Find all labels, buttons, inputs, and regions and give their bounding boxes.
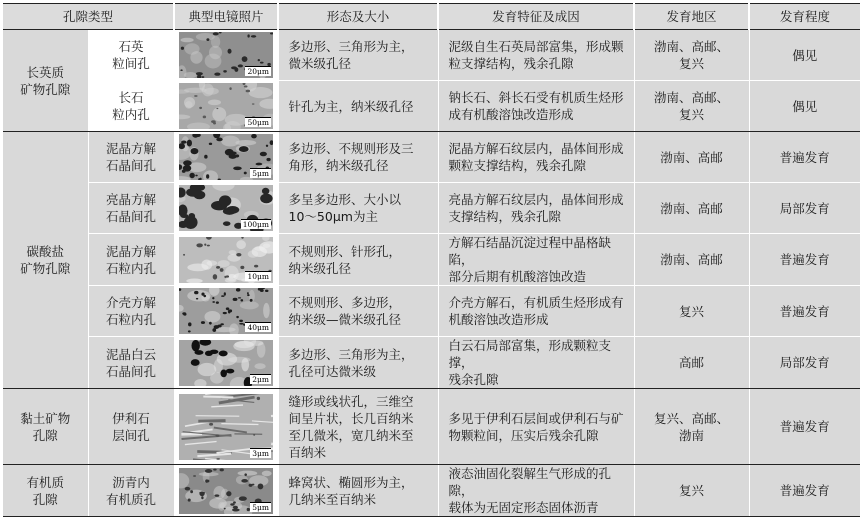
pore-subtype: 亮晶方解 石晶间孔 xyxy=(88,183,174,234)
sem-photo-cell xyxy=(174,234,278,286)
degree: 普遍发育 xyxy=(749,234,860,286)
feature-origin: 亮晶方解石纹层内，晶体间形成 支撑结构，残余孔隙 xyxy=(438,183,634,234)
table-row xyxy=(3,132,860,183)
degree: 局部发育 xyxy=(749,337,860,389)
pore-subtype: 泥晶方解 石粒内孔 xyxy=(88,234,174,286)
header-region: 发育地区 xyxy=(634,4,749,30)
table-row xyxy=(3,81,860,132)
pore-subtype: 伊利石 层间孔 xyxy=(88,389,174,465)
group-name: 有机质 孔隙 xyxy=(3,465,88,517)
degree: 普遍发育 xyxy=(749,286,860,337)
pore-subtype: 泥晶白云 石晶间孔 xyxy=(88,337,174,389)
shape-size: 多边形、不规则形及三 角形，纳米级孔径 xyxy=(278,132,438,183)
header-degree: 发育程度 xyxy=(749,4,860,30)
feature-origin: 钠长石、斜长石受有机质生烃形 成有机酸溶蚀改造形成 xyxy=(438,81,634,132)
region: 高邮 xyxy=(634,337,749,389)
sem-photo xyxy=(179,185,273,231)
scale-bar-label: 5μm xyxy=(250,502,271,512)
scale-bar-label: 40μm xyxy=(245,322,271,332)
pore-subtype: 介壳方解 石粒内孔 xyxy=(88,286,174,337)
degree: 偶见 xyxy=(749,81,860,132)
feature-origin: 介壳方解石，有机质生烃形成有 机酸溶蚀改造形成 xyxy=(438,286,634,337)
table-row xyxy=(3,286,860,337)
shape-size: 针孔为主，纳米级孔径 xyxy=(278,81,438,132)
table-row xyxy=(3,465,860,517)
degree: 普遍发育 xyxy=(749,389,860,465)
feature-origin: 液态油固化裂解生气形成的孔隙， 载体为无固定形态固体沥青 xyxy=(438,465,634,517)
pore-subtype: 泥晶方解 石晶间孔 xyxy=(88,132,174,183)
sem-photo xyxy=(179,340,273,386)
region: 复兴、高邮、 渤南 xyxy=(634,389,749,465)
shape-size: 不规则形、针形孔， 纳米级孔径 xyxy=(278,234,438,286)
region: 复兴 xyxy=(634,465,749,517)
degree: 偶见 xyxy=(749,30,860,81)
shape-size: 不规则形、多边形， 纳米级—微米级孔径 xyxy=(278,286,438,337)
table-row xyxy=(3,30,860,81)
sem-photo-cell xyxy=(174,30,278,81)
scale-bar-label: 5μm xyxy=(250,168,271,178)
pore-subtype: 沥青内 有机质孔 xyxy=(88,465,174,517)
degree: 局部发育 xyxy=(749,183,860,234)
table-row xyxy=(3,389,860,465)
sem-photo xyxy=(179,394,273,460)
scale-bar-label: 10μm xyxy=(245,271,271,281)
sem-photo xyxy=(179,468,273,514)
sem-photo xyxy=(179,288,273,334)
region: 复兴 xyxy=(634,286,749,337)
region: 渤南、高邮 xyxy=(634,183,749,234)
group-name: 长英质 矿物孔隙 xyxy=(3,30,88,132)
header-shape-size: 形态及大小 xyxy=(278,4,438,30)
pore-type-table xyxy=(3,3,860,517)
scale-bar-label: 2μm xyxy=(250,374,271,384)
sem-photo-cell xyxy=(174,183,278,234)
degree: 普遍发育 xyxy=(749,132,860,183)
sem-photo-cell xyxy=(174,337,278,389)
region: 渤南、高邮 xyxy=(634,234,749,286)
sem-photo xyxy=(179,32,273,78)
scale-bar-label: 50μm xyxy=(245,117,271,127)
group-name: 黏土矿物 孔隙 xyxy=(3,389,88,465)
header-sem-photo: 典型电镜照片 xyxy=(174,4,278,30)
sem-photo-cell xyxy=(174,389,278,465)
shape-size: 多边形、三角形为主， 孔径可达微米级 xyxy=(278,337,438,389)
shape-size: 蜂窝状、椭圆形为主， 几纳米至百纳米 xyxy=(278,465,438,517)
sem-photo-cell xyxy=(174,132,278,183)
shape-size: 缝形或线状孔，三维空 间呈片状，长几百纳米 至几微米，宽几纳米至 百纳米 xyxy=(278,389,438,465)
scale-bar-label: 3μm xyxy=(250,448,271,458)
header-feature-origin: 发育特征及成因 xyxy=(438,4,634,30)
feature-origin: 多见于伊利石层间或伊利石与矿 物颗粒间，压实后残余孔隙 xyxy=(438,389,634,465)
sem-photo-cell xyxy=(174,465,278,517)
group-name: 碳酸盐 矿物孔隙 xyxy=(3,132,88,389)
sem-photo xyxy=(179,83,273,129)
feature-origin: 泥晶方解石纹层内，晶体间形成 颗粒支撑结构，残余孔隙 xyxy=(438,132,634,183)
table-row xyxy=(3,337,860,389)
shape-size: 多边形、三角形为主， 微米级孔径 xyxy=(278,30,438,81)
sem-photo xyxy=(179,237,273,283)
sem-photo-cell xyxy=(174,81,278,132)
region: 渤南、高邮 xyxy=(634,132,749,183)
feature-origin: 泥级自生石英局部富集，形成颗 粒支撑结构，残余孔隙 xyxy=(438,30,634,81)
header-pore-type: 孔隙类型 xyxy=(3,4,174,30)
sem-photo xyxy=(179,134,273,180)
sem-photo-cell xyxy=(174,286,278,337)
scale-bar-label: 100μm xyxy=(241,219,271,229)
feature-origin: 方解石结晶沉淀过程中晶格缺陷， 部分后期有机酸溶蚀改造 xyxy=(438,234,634,286)
region: 渤南、高邮、 复兴 xyxy=(634,81,749,132)
pore-subtype: 长石 粒内孔 xyxy=(88,81,174,132)
scale-bar-label: 20μm xyxy=(245,66,271,76)
degree: 普遍发育 xyxy=(749,465,860,517)
shape-size: 多呈多边形、大小以 10～50μm为主 xyxy=(278,183,438,234)
table-row xyxy=(3,234,860,286)
table-header-row xyxy=(3,4,860,30)
pore-subtype: 石英 粒间孔 xyxy=(88,30,174,81)
feature-origin: 白云石局部富集，形成颗粒支撑， 残余孔隙 xyxy=(438,337,634,389)
table-row xyxy=(3,183,860,234)
region: 渤南、高邮、 复兴 xyxy=(634,30,749,81)
